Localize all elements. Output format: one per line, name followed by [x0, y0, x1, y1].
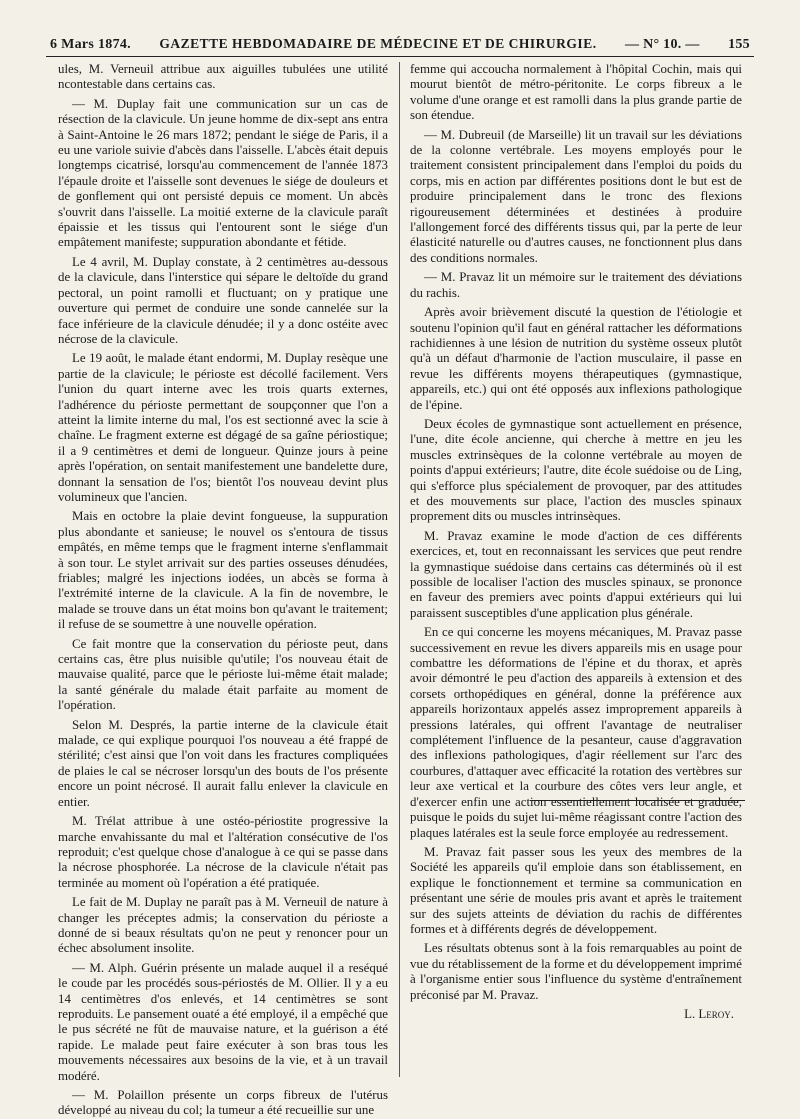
paragraph: — M. Pravaz lit un mémoire sur le traitement des déviations du rachis. [410, 270, 742, 300]
paragraph: Le fait de M. Duplay ne paraît pas à M. Verneuil de nature à changer les préceptes admis; la conservation du périoste a donné de si beaux résultats qu'on ne peut y renoncer pour un échec absolument insolite. [58, 895, 388, 956]
paragraph: Selon M. Després, la partie interne de la clavicule était malade, ce qui explique pourquoi l'os nouveau a été frappé de stérilité; c'est ainsi que l'on voit dans les fractures compliquées de plaies le cal se nécroser lorsqu'un des bouts de l'os présente encore un point nécrosé. Il aurait fallu enlever la clavicule en entier. [58, 717, 388, 809]
paragraph: M. Pravaz fait passer sous les yeux des membres de la Société les appareils qu'il emploie dans son établissement, en explique le fonctionnement et termine sa communication en présentant une série de moules pris avant et après le traitement sur des sujets atteints de déviation du rachis de différentes formes et à différents degrés de développement. [410, 844, 742, 936]
paragraph: Le 4 avril, M. Duplay constate, à 2 centimètres au-dessous de la clavicule, dans l'interstice qui sépare le deltoïde du grand pectoral, un point ramolli et fluctuant; on y pratique une ouverture qui permet de conduire une sonde cannelée sur la face inférieure de la clavicule dénudée; il y a donc ostéite avec nécrose de la clavicule. [58, 254, 388, 346]
running-header [50, 36, 750, 54]
paragraph: Deux écoles de gymnastique sont actuellement en présence, l'une, dite école ancienne, qui cherche à mettre en jeu les muscles extrinsèques de la colonne vertébrale au moyen de points d'appui extérieurs; l'autre, dite école suédoise ou de Ling, qui s'efforce plus spécialement de provoquer, par des attitudes et des mouvements sur place, l'action des muscles spinaux proprement dits ou muscles intrinsèques. [410, 416, 742, 524]
column-divider [399, 62, 400, 1077]
author-signature: L. Leroy. [684, 1006, 734, 1021]
right-column [410, 62, 742, 1021]
paragraph: Les résultats obtenus sont à la fois remarquables au point de vue du rétablissement de la forme et du développement imprimé à l'organisme entier sous l'influence du système d'entraînement préconisé par M. Pravaz. [410, 941, 742, 1002]
paragraph: femme qui accoucha normalement à l'hôpital Cochin, mais qui mourut bientôt de métro-péritonite. Le corps fibreux a le volume d'une orange et est ramolli dans la plus grande partie de son étendue. [410, 62, 742, 123]
issue-date: 6 Mars 1874. [50, 37, 131, 52]
page-number: 155 [728, 37, 750, 52]
paragraph: ules, M. Verneuil attribue aux aiguilles tubulées une utilité ncontestable dans certains cas. [58, 62, 388, 92]
paragraph: En ce qui concerne les moyens mécaniques, M. Pravaz passe successivement en revue les divers appareils mis en usage pour combattre les déformations de l'épine et du thorax, et après avoir démontré le peu d'action des appareils à extension et des corsets orthopédiques en général, donne la préférence aux appareils horizontaux appelés assez improprement appareils à pressions latérales, qui offrent l'avantage de neutraliser complétement l'influence de la pesanteur, cause d'aggravation des inflexions pathologiques, d'agir réellement sur l'arc des courbures, d'attaquer avec efficacité la rotation des vertèbres sur leur axe vertical et la courbure des côtes vers leur angle, et d'exercer enfin une action essentiellement localisée et graduée, puisque le poids du sujet lui-même réagissant contre l'action des plaques latérales est la seule force employée au redressement. [410, 625, 742, 840]
paragraph: M. Pravaz examine le mode d'action de ces différents exercices, et, tout en reconnaissant les services que peut rendre la gymnastique suédoise dans certains cas déterminés où il est possible de localiser l'action des muscles spinaux, se prononce en faveur des premiers avec points d'appui extérieurs qui lui paraissent susceptibles d'une application plus générale. [410, 528, 742, 620]
paragraph: Le 19 août, le malade étant endormi, M. Duplay resèque une partie de la clavicule; le périoste est décollé facilement. Vers l'union du quart interne avec les trois quarts externes, l'adhérence du périoste permettant de soupçonner que l'on a atteint la limite interne du mal, l'os est sectionné avec la scie à chaîne. Le fragment externe est dégagé de sa gaîne périostique; il a 9 centimètres et demi de longueur. Quinze jours à peine après l'opération, on sentait manifestement une bandelette dure, donnant la sensation de l'os; bientôt l'os nouveau devint plus volumineux que l'ancien. [58, 351, 388, 504]
paragraph: M. Trélat attribue à une ostéo-périostite progressive la marche envahissante du mal et l'altération consécutive de l'os reproduit; c'est quelque chose d'analogue à ce qui se passe dans la nécrose phosphorée. La nécrose de la clavicule n'était pas terminée au moment où l'opération a été pratiquée. [58, 814, 388, 890]
paragraph: Après avoir brièvement discuté la question de l'étiologie et soutenu l'opinion qu'il faut en général rattacher les déformations rachidiennes à une lésion de nutrition du système osseux plutôt qu'à un défaut d'harmonie de l'action musculaire, il passe en revue les différents moyens thérapeutiques (gymnastique, appareils, etc.) qui ont été opposés aux inflexions pathologique de l'épine. [410, 305, 742, 412]
paragraph: — M. Duplay fait une communication sur un cas de résection de la clavicule. Un jeune homme de dix-sept ans entra à Saint-Antoine le 26 mars 1872; pendant le siége de Paris, il a eu une variole suivie d'abcès dans l'aisselle. L'abcès était depuis longtemps cicatrisé, lorsqu'au commencement de l'année 1873 l'épaule droite et l'aisselle sont devenues le siége de douleurs et de gonflement qui ont persisté depuis ce moment. Un abcès s'ouvrit dans l'aisselle. La moitié externe de la clavicule paraît épaissie et les tissus qui l'entourent sont le siége d'un empâtement manifeste; suppuration abondante et fétide. [58, 96, 388, 250]
journal-title: GAZETTE HEBDOMADAIRE DE MÉDECINE ET DE CHIRURGIE. [159, 36, 597, 51]
paragraph: Mais en octobre la plaie devint fongueuse, la suppuration plus abondante et sanieuse; le nouvel os s'entoura de tissus empâtés, en même temps que le fragment interne s'enflammait à son tour. Le stylet arrivait sur des parties osseuses dénudées, friables; malgré les injections iodées, un abcès se forma à l'extrémité interne de la clavicule. A la fin de novembre, le malade se trouve dans un état moins bon qu'avant le traitement; il refuse de se soumettre à une nouvelle opération. [58, 509, 388, 632]
paragraph: — M. Dubreuil (de Marseille) lit un travail sur les déviations de la colonne vertébrale. Les moyens employés pour le traitement consistent principalement dans l'emploi du poids du corps, mis en action par différentes positions dont le but est de produire principalement dans le tronc des flexions rigoureusement déterminées et destinées à produire l'allongement forcé des différents tissus qui, par la perte de leur élasticité naturelle ou d'autres causes, ne fonctionnent plus dans des conditions normales. [410, 127, 742, 265]
paragraph: — M. Alph. Guérin présente un malade auquel il a reséqué le coude par les procédés sous-périostés de M. Ollier. Il y a eu 14 centimètres d'os enlevés, et 14 centimètres se sont reproduits. Le pansement ouaté a été employé, il a empêché que le pus sécrété ne fût de mauvaise nature, et la guérison a été rapide. Le malade peut faire exécuter à son bras tous les mouvements nécessaires aux besoins de la vie, et à un travail modéré. [58, 960, 389, 1083]
paragraph: — M. Polaillon présente un corps fibreux de l'utérus développé au niveau du col; la tumeur a été recueillie sur une [58, 1088, 388, 1118]
paragraph: Ce fait montre que la conservation du périoste peut, dans certains cas, être plus nuisible qu'utile; l'os nouveau était de mauvaise qualité, parce que le périoste lui-même était malade; la santé générale du malade était parfaite au moment de l'opération. [58, 636, 388, 713]
article-end-rule [530, 800, 745, 801]
issue-number: — N° 10. — [624, 37, 700, 52]
header-rule [46, 56, 754, 57]
left-column [58, 62, 389, 1118]
